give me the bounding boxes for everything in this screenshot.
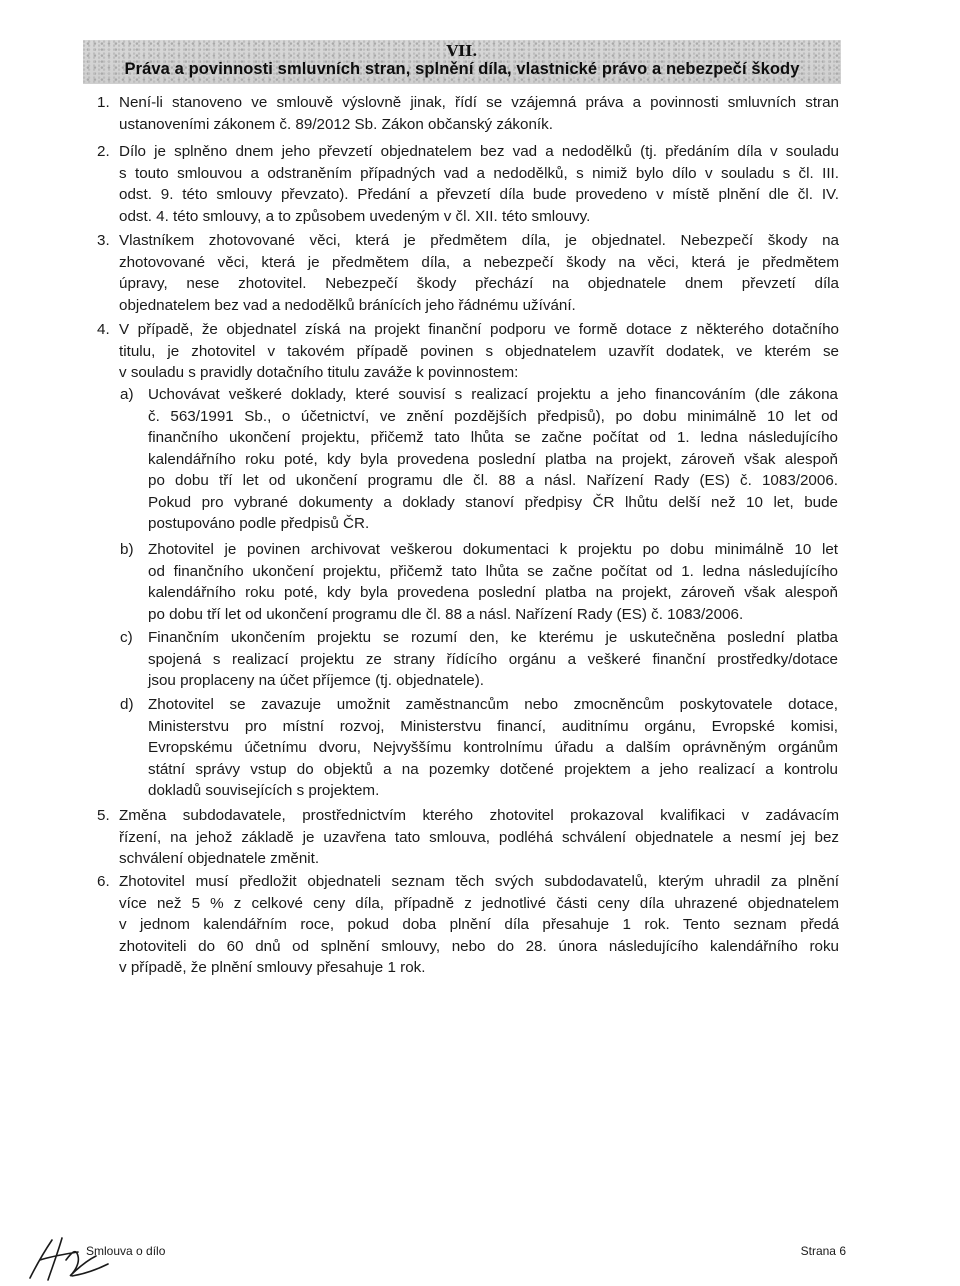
paragraph-line: odst. 9. této smlouvy převzato). Předání a převzetí díla bude provedeno v místě plnění dle čl. IV. (119, 186, 839, 203)
paragraph (119, 871, 839, 979)
paragraph-label: a) (120, 386, 134, 403)
paragraph-line: v případě, že plnění smlouvy přesahuje 1 rok. (119, 959, 426, 976)
section-title: Práva a povinnosti smluvních stran, splnění díla, vlastnické právo a nebezpečí škody (124, 60, 800, 78)
paragraph-line: Změna subdodavatele, prostřednictvím kterého zhotovitel prokazoval kvalifikaci v zadávacím (119, 807, 839, 824)
paragraph-line: Zhotovitel musí předložit objednateli seznam těch svých subdodavatelů, kterým uhradil za plnění (119, 873, 839, 890)
paragraph-line: s touto smlouvou a odstraněním případných vad a nedodělků, s nimiž bylo dílo v souladu s čl. III. (119, 164, 839, 182)
paragraph (119, 141, 839, 227)
paragraph-line: Dílo je splněno dnem jeho převzetí objednatelem bez vad a nedodělků (tj. předáním díla v souladu (119, 143, 839, 160)
paragraph-label: 1. (97, 94, 110, 111)
paragraph-label: 2. (97, 143, 110, 160)
paragraph-line: dokladů souvisejících s projektem. (148, 782, 380, 799)
paragraph (148, 627, 838, 692)
paragraph-line: Ministerstvu pro místní rozvoj, Ministerstvu financí, auditnímu orgánu, Evropské komisi, (148, 717, 838, 735)
paragraph-line: Není-li stanoveno ve smlouvě výslovně jinak, řídí se vzájemná práva a povinnosti smluvních stran (119, 94, 839, 111)
paragraph-label: d) (120, 696, 134, 713)
paragraph (119, 92, 839, 135)
paragraph-line: Pokud pro vybrané dokumenty a doklady stanoví předpisy ČR lhůtu delší než 10 let, bude (148, 493, 838, 511)
paragraph-line: Zhotovitel je povinen archivovat veškerou dokumentaci k projektu po dobu minimálně 10 let (148, 541, 838, 558)
paragraph-line: v souladu s pravidly dotačního titulu zaváže k povinnostem: (119, 364, 519, 381)
paragraph-line: Vlastníkem zhotovované věci, která je předmětem díla, je objednatel. Nebezpečí škody na (119, 232, 839, 249)
paragraph-label: 6. (97, 873, 110, 890)
paragraph-line: více než 5 % z celkové ceny díla, případně z jednotlivé části ceny díla uhrazené objednatelem (119, 894, 839, 912)
section-number: VII. (446, 42, 478, 60)
paragraph-line: v jednom kalendářním roce, pokud doba plnění díla přesahuje 1 rok. Tento seznam předá (119, 916, 839, 933)
paragraph (119, 805, 839, 870)
paragraph (119, 319, 839, 384)
section-header (83, 40, 841, 84)
paragraph-line: od finančního ukončení projektu, přičemž tato lhůta se začne počítat od 1. ledna následujícího (148, 562, 838, 580)
handwritten-initials-signature (22, 1230, 112, 1282)
footer-document-name: Smlouva o dílo (86, 1244, 166, 1258)
paragraph (148, 694, 838, 802)
paragraph-line: Uchovávat veškeré doklady, které souvisí s realizací projektu a jeho financováním (dle zákona (148, 386, 838, 403)
paragraph-line: objednatelem bez vad a nedodělků bránících jeho řádnému užívání. (119, 296, 576, 314)
paragraph (119, 230, 839, 316)
paragraph (148, 539, 838, 625)
paragraph-line: po dobu tří let od ukončení programu dle čl. 88 a násl. Nařízení Rady (ES) č. 1083/2006. (148, 605, 744, 623)
paragraph-line: V případě, že objednatel získá na projekt finanční podporu ve formě dotace z některého dotačního (119, 321, 839, 338)
paragraph-line: státní správy vstup do objektů a na pozemky dotčené projektem a jeho realizací a kontrolu (148, 760, 838, 778)
paragraph-line: č. 563/1991 Sb., o účetnictví, ve znění pozdějších předpisů), po dobu minimálně 10 let od (148, 407, 838, 425)
paragraph-line: postupováno podle předpisů ČR. (148, 515, 370, 532)
paragraph-label: 5. (97, 807, 110, 824)
paragraph-line: kalendářního roku poté, kdy byla provedena poslední platba na projekt, zároveň však alespoň (148, 450, 838, 468)
paragraph-label: c) (120, 629, 133, 646)
footer-page-number: Strana 6 (800, 1244, 846, 1258)
paragraph-line: ustanoveními zákonem č. 89/2012 Sb. Zákon občanský zákoník. (119, 115, 553, 133)
paragraph-line: řízení, na jehož základě je uzavřena tato smlouva, podléhá schválení objednatele a nesmí jej bez (119, 828, 839, 846)
paragraph-line: zhotoviteli do 60 dnů od splnění smlouvy, nebo do 28. února následujícího kalendářního roku (119, 937, 839, 955)
paragraph-line: zhotovované věci, která je předmětem díla, a nebezpečí škody na věci, která je předmětem (119, 253, 839, 271)
paragraph-line: odst. 4. této smlouvy, a to způsobem uvedeným v čl. XII. této smlouvy. (119, 207, 591, 225)
paragraph-line: úpravy, nese zhotovitel. Nebezpečí škody přechází na objednatele dnem převzetí díla (119, 275, 839, 292)
paragraph-line: finančního ukončení projektu, přičemž tato lhůta se začne počítat od 1. ledna následujícího (148, 429, 838, 446)
paragraph-label: 3. (97, 232, 110, 249)
paragraph-line: po dobu tří let od ukončení programu dle čl. 88 a násl. Nařízení Rady (ES) č. 1083/2006. (148, 472, 838, 489)
paragraph-line: schválení objednatele změnit. (119, 850, 320, 867)
paragraph-line: titulu, je zhotovitel v takovém případě povinen s objednatelem uzavřít dodatek, ve kterém se (119, 342, 839, 360)
paragraph (148, 384, 838, 535)
paragraph-line: Zhotovitel se zavazuje umožnit zaměstnancům nebo zmocněncům poskytovatele dotace, (148, 696, 838, 713)
paragraph-label: 4. (97, 321, 110, 338)
paragraph-label: b) (120, 541, 134, 558)
paragraph-line: jsou proplaceny na účet příjemce (tj. objednatele). (148, 672, 485, 689)
paragraph-line: kalendářního roku poté, kdy byla provedena poslední platba na projekt, zároveň však alespoň (148, 584, 838, 601)
paragraph-line: spojená s realizací projektu ze strany řídícího orgánu a veškeré finanční prostředky/dotace (148, 650, 838, 668)
paragraph-line: Finančním ukončením projektu se rozumí den, ke kterému je uskutečněna poslední platba (148, 629, 838, 646)
paragraph-line: Evropskému účetnímu dvoru, Nejvyššímu kontrolnímu úřadu a dalším oprávněným orgánům (148, 739, 838, 756)
